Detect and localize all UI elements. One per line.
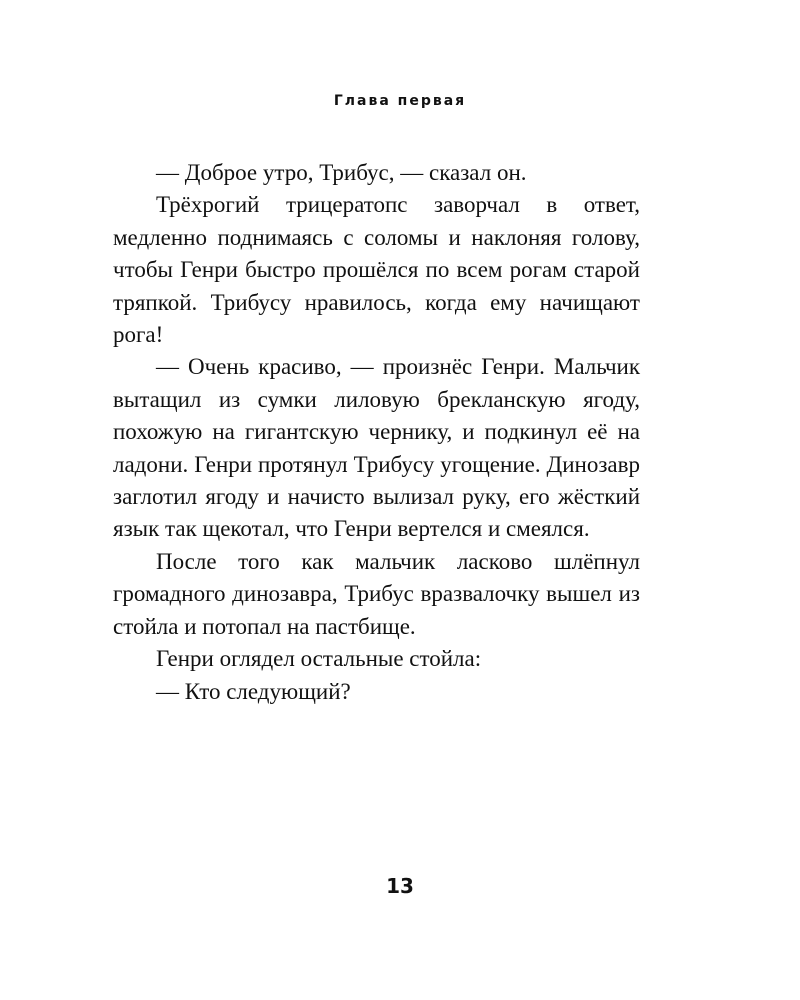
- paragraph: — Очень красиво, — произнёс Генри. Мальчик вытащил из сумки лиловую брекланскую ягоду, похожую на гигантскую чернику, и подкинул её на ладони. Генри протянул Трибусу угощение. Динозавр заглотил ягоду и начисто вылизал руку, его жёсткий язык так щекотал, что Генри вертелся и смеялся.: [113, 354, 640, 542]
- paragraph: — Доброе утро, Трибус, — сказал он.: [156, 160, 527, 185]
- paragraph: После того как мальчик ласково шлёпнул громадного динозавра, Трибус вразвалочку вышел из стойла и потопал на пастбище.: [113, 548, 640, 639]
- page-number: 13: [386, 874, 414, 898]
- paragraph: — Кто следующий?: [156, 678, 351, 704]
- paragraph: Трёхрогий трицератопс заворчал в ответ, медленно поднимаясь с соломы и наклоняя голову, чтобы Генри быстро прошёлся по всем рогам старой тряпкой. Трибусу нравилось, когда ему начищают рога!: [113, 192, 640, 348]
- body-text: [113, 157, 640, 708]
- paragraph: Генри оглядел остальные стойла:: [156, 646, 482, 672]
- chapter-title: Глава первая: [333, 93, 467, 109]
